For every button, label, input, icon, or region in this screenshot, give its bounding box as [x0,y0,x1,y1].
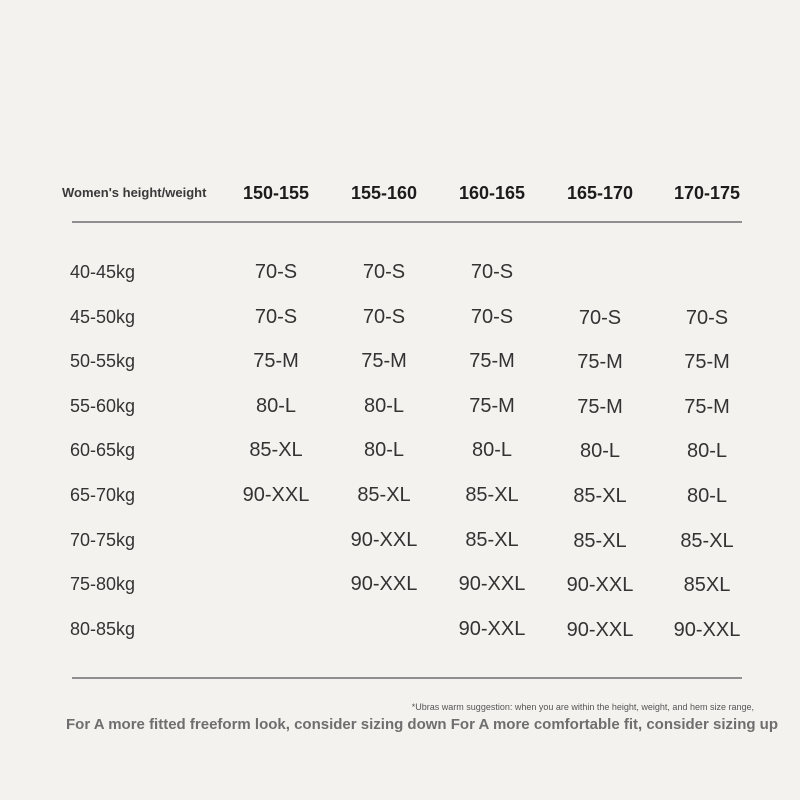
weight-label: 70-75kg [70,530,136,550]
size-cell: 75-M [577,351,623,373]
size-cell: 90-XXL [458,618,526,640]
size-cell: 75-M [361,350,407,372]
table-row [0,257,800,287]
suggestion-note: *Ubras warm suggestion: when you are within the height, weight, and hem size range, [411,702,754,712]
size-cell: 75-M [684,351,730,373]
height-column-header: 155-160 [350,183,418,203]
size-cell: 70-S [254,261,298,283]
weight-label: 75-80kg [70,574,136,594]
height-column-header: 160-165 [458,183,526,203]
weight-label: 60-65kg [70,440,136,460]
size-cell: 75-M [684,396,730,418]
size-cell: 75-M [469,395,515,417]
size-cell: 90-XXL [242,484,310,506]
size-cell: 80-L [255,395,297,417]
table-row [0,435,800,465]
size-cell: 80-L [363,395,405,417]
size-cell: 75-M [577,396,623,418]
size-cell: 85-XL [465,529,519,551]
weight-label: 40-45kg [70,262,136,282]
weight-label: 45-50kg [70,307,136,327]
size-cell: 90-XXL [566,619,634,641]
size-cell: 90-XXL [350,573,418,595]
size-cell: 75-M [469,350,515,372]
size-cell: 80-L [363,439,405,461]
weight-label: 55-60kg [70,396,136,416]
weight-label: 80-85kg [70,619,136,639]
size-cell: 85-XL [680,530,734,552]
size-cell: 90-XXL [673,619,741,641]
footer-divider [72,677,742,679]
size-cell: 70-S [685,307,729,329]
size-cell: 80-L [471,439,513,461]
size-cell: 70-S [362,261,406,283]
size-cell: 70-S [578,307,622,329]
sizing-advice: For A more fitted freeform look, consider sizing down For A more comfortable fit, consider sizing up [66,716,779,733]
header-divider [72,221,742,223]
size-cell: 85-XL [573,530,627,552]
size-cell: 80-L [579,440,621,462]
size-cell: 90-XXL [566,574,634,596]
table-row [0,525,800,555]
size-cell: 85XL [683,574,731,596]
height-column-header: 150-155 [242,183,310,203]
size-cell: 85-XL [573,485,627,507]
size-cell: 90-XXL [350,529,418,551]
size-cell: 85-XL [465,484,519,506]
size-cell: 70-S [362,306,406,328]
table-row [0,346,800,376]
weight-label: 50-55kg [70,351,136,371]
height-column-header: 165-170 [566,183,634,203]
table-row [0,391,800,421]
table-row [0,614,800,644]
height-column-header: 170-175 [673,183,741,203]
size-cell: 90-XXL [458,573,526,595]
size-cell: 70-S [470,306,514,328]
size-cell: 70-S [254,306,298,328]
table-row [0,302,800,332]
size-cell: 70-S [470,261,514,283]
header-label: Women's height/weight [62,185,207,200]
size-cell: 80-L [686,485,728,507]
size-cell: 85-XL [249,439,303,461]
size-cell: 80-L [686,440,728,462]
weight-label: 65-70kg [70,485,136,505]
size-cell: 75-M [253,350,299,372]
table-row [0,569,800,599]
table-row [0,480,800,510]
size-cell: 85-XL [357,484,411,506]
